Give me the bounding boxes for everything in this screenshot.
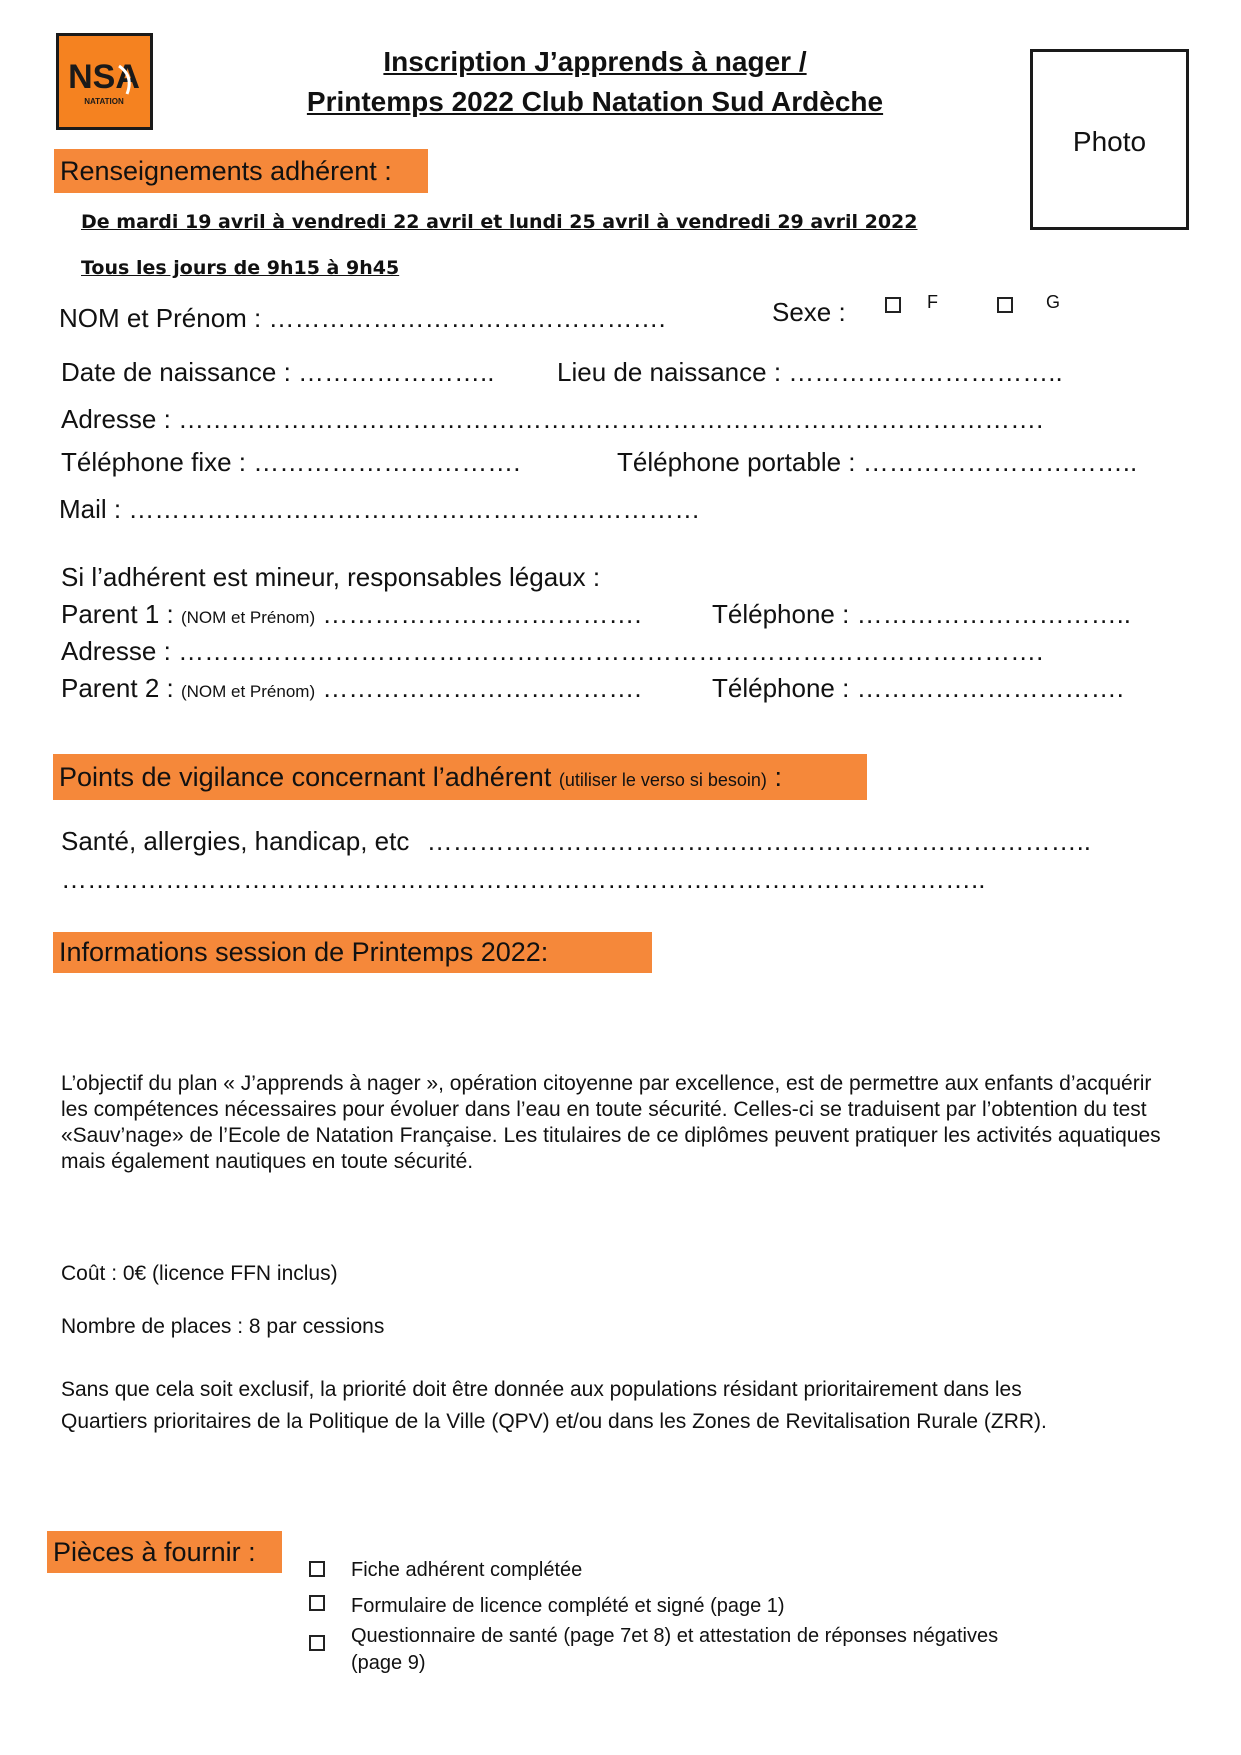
club-logo: [56, 33, 153, 130]
naissance-row: [61, 357, 495, 388]
title-line-1: Inscription J’apprends à nager /: [383, 46, 807, 77]
piece-3-checkbox[interactable]: [309, 1635, 325, 1651]
parent2-sublabel: (NOM et Prénom): [180, 682, 316, 701]
section-heading-vigilance-colon: :: [774, 762, 782, 792]
adresse2-row: [61, 636, 1043, 667]
parent2-field[interactable]: ……………………………….: [322, 673, 642, 703]
section-heading-renseignements: [54, 149, 428, 193]
sexe-g-checkbox[interactable]: [997, 297, 1013, 313]
parent1-label: Parent 1 :: [61, 599, 174, 629]
tel-fixe-field[interactable]: ………………………….: [253, 447, 521, 477]
naissance-label: Date de naissance :: [61, 357, 291, 387]
lieu-row: [557, 357, 1063, 388]
dates-line: De mardi 19 avril à vendredi 22 avril et lundi 25 avril à vendredi 29 avril 2022: [81, 211, 918, 233]
logo-text: NSA: [68, 58, 140, 96]
section-heading-pieces: [47, 1531, 282, 1573]
section-heading-vigilance: [53, 754, 867, 800]
tel-port-row: [617, 447, 1137, 478]
mineur-label: Si l’adhérent est mineur, responsables légaux :: [61, 562, 601, 592]
places-line: Nombre de places : 8 par cessions: [61, 1315, 385, 1338]
adresse-label: Adresse :: [61, 404, 171, 434]
parent1-row: [61, 599, 642, 630]
piece-1-checkbox[interactable]: [309, 1561, 325, 1577]
section-heading-informations: [53, 932, 652, 973]
mail-label: Mail :: [59, 494, 122, 524]
nom-label: NOM et Prénom :: [59, 303, 262, 333]
tel-port-field[interactable]: …………………………..: [862, 447, 1138, 477]
piece-2-checkbox[interactable]: [309, 1595, 325, 1611]
sexe-g-label: G: [1046, 292, 1061, 312]
sante-field-line-2[interactable]: ……………………………………………………………………………………………..: [61, 864, 986, 894]
sante-field[interactable]: …………………………………………………………………..: [426, 826, 1092, 856]
tel-fixe-row: [61, 447, 520, 478]
sexe-f-label: F: [927, 292, 938, 312]
piece-3-label: Questionnaire de santé (page 7et 8) et attestation de réponses négatives: [351, 1625, 999, 1647]
adresse-row: [61, 404, 1043, 435]
title-line-2: Printemps 2022 Club Natation Sud Ardèche: [306, 86, 884, 117]
sante-row: [61, 826, 1091, 857]
objectif-paragraph: L’objectif du plan « J’apprends à nager », opération citoyenne par excellence, est de permettre aux enfants d’acquérir les compétences nécessaires pour évoluer dans l’eau en toute sécurité. Celles-ci se traduisent par l’obtention du test «Sauv’nage» de l’Ecole de Natation Française. Les titulaires de ce diplômes peuvent pratiquer les activités aquatiques mais également nautiques en toute sécurité.: [61, 1072, 1161, 1173]
parent2-tel-field[interactable]: ………………………….: [856, 673, 1124, 703]
piece-3-label-continued: (page 9): [351, 1652, 426, 1674]
adresse2-label: Adresse :: [61, 636, 171, 666]
parent1-tel-row: [712, 599, 1131, 630]
sexe-f-checkbox[interactable]: [885, 297, 901, 313]
tel-fixe-label: Téléphone fixe :: [61, 447, 247, 477]
parent1-tel-label: Téléphone :: [712, 599, 850, 629]
sante-label: Santé, allergies, handicap, etc: [61, 826, 410, 856]
section-heading-vigilance-text: Points de vigilance concernant l’adhérent: [59, 762, 552, 792]
piece-1-label: Fiche adhérent complétée: [351, 1559, 583, 1581]
nom-row: [59, 303, 666, 334]
priority-line-2: Quartiers prioritaires de la Politique de la Ville (QPV) et/ou dans les Zones de Revitalisation Rurale (ZRR).: [61, 1410, 1047, 1433]
sexe-label: Sexe :: [772, 297, 846, 327]
tel-port-label: Téléphone portable :: [617, 447, 856, 477]
parent2-tel-label: Téléphone :: [712, 673, 850, 703]
section-heading-vigilance-note: (utiliser le verso si besoin): [558, 770, 767, 790]
naissance-field[interactable]: …………………..: [298, 357, 495, 387]
cout-line: Coût : 0€ (licence FFN inclus): [61, 1262, 338, 1285]
photo-label: Photo: [1072, 126, 1147, 157]
adresse2-field[interactable]: ……………………………………………………………………………………….: [178, 636, 1044, 666]
parent1-field[interactable]: ……………………………….: [322, 599, 642, 629]
section-heading-renseignements-text: Renseignements adhérent :: [60, 156, 392, 186]
piece-2-label: Formulaire de licence complété et signé (page 1): [351, 1595, 785, 1617]
mail-field[interactable]: …………………………………………………………: [128, 494, 701, 524]
priority-line-1: Sans que cela soit exclusif, la priorité doit être donnée aux populations résidant prioritairement dans les: [61, 1378, 1022, 1401]
lieu-label: Lieu de naissance :: [557, 357, 782, 387]
mail-row: [59, 494, 700, 525]
hours-line: Tous les jours de 9h15 à 9h45: [81, 257, 400, 279]
parent2-row: [61, 673, 642, 704]
logo-subtext: NATATION: [84, 97, 124, 106]
adresse-field[interactable]: ……………………………………………………………………………………….: [178, 404, 1044, 434]
lieu-field[interactable]: …………………………..: [788, 357, 1063, 387]
parent1-sublabel: (NOM et Prénom): [180, 608, 316, 627]
parent2-label: Parent 2 :: [61, 673, 174, 703]
photo-box: [1030, 49, 1189, 230]
section-heading-informations-text: Informations session de Printemps 2022:: [59, 937, 549, 967]
parent1-tel-field[interactable]: …………………………..: [856, 599, 1132, 629]
section-heading-pieces-text: Pièces à fournir :: [53, 1537, 256, 1567]
parent2-tel-row: [712, 673, 1124, 704]
nom-field[interactable]: ……………………………………….: [268, 303, 666, 333]
